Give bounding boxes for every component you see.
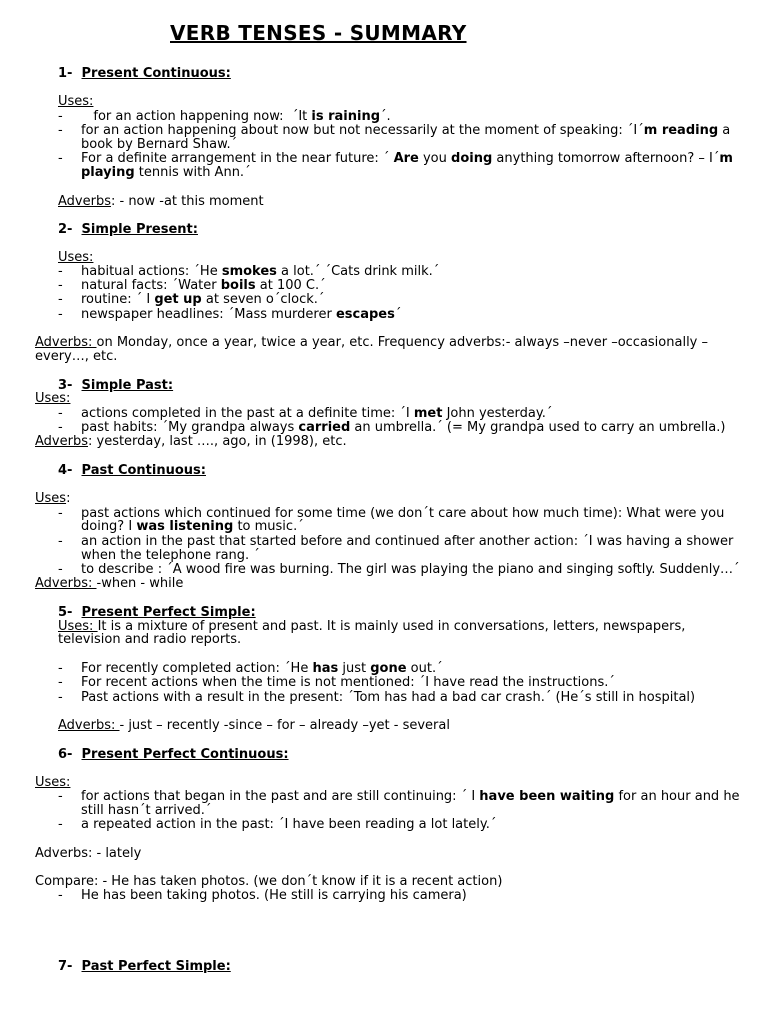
bullet-dash: - bbox=[58, 420, 63, 435]
page-title: VERB TENSES - SUMMARY bbox=[170, 21, 467, 45]
uses-label: Uses: bbox=[35, 391, 71, 406]
list-item-continuation: playing tennis with Ann.´ bbox=[81, 165, 251, 180]
bullet-dash: - bbox=[58, 506, 63, 521]
section-heading-present-continuous bbox=[58, 67, 231, 81]
adverbs-line: Adverbs: - lately bbox=[35, 846, 142, 861]
section-heading-simple-present bbox=[58, 223, 198, 237]
compare-item: He has been taking photos. (He still is carrying his camera) bbox=[81, 888, 467, 903]
bullet-dash: - bbox=[58, 278, 63, 293]
uses-label: Uses: bbox=[35, 775, 71, 790]
list-item-continuation: doing? I was listening to music.´ bbox=[81, 519, 304, 534]
list-item: past actions which continued for some time (we don´t care about how much time): What were you bbox=[81, 506, 725, 521]
bullet-dash: - bbox=[58, 817, 63, 832]
bullet-dash: - bbox=[58, 690, 63, 705]
compare-line: Compare: - He has taken photos. (we don´t know if it is a recent action) bbox=[35, 874, 503, 889]
section-label: Simple Past: bbox=[81, 378, 174, 393]
section-number: 2- bbox=[58, 222, 73, 237]
section-number: 1- bbox=[58, 66, 73, 81]
list-item: Past actions with a result in the present: ´Tom has had a bad car crash.´ (He´s still in hospital) bbox=[81, 690, 696, 705]
bullet-dash: - bbox=[58, 675, 63, 690]
list-item: actions completed in the past at a definite time: ´I met John yesterday.´ bbox=[81, 406, 553, 421]
bullet-dash: - bbox=[58, 151, 63, 166]
bullet-dash: - bbox=[58, 292, 63, 307]
section-label: Present Perfect Simple: bbox=[81, 605, 256, 620]
uses-line: Uses: It is a mixture of present and past. It is mainly used in conversations, letters, newspapers, bbox=[58, 619, 686, 634]
section-number: 7- bbox=[58, 959, 73, 974]
list-item: For recently completed action: ´He has just gone out.´ bbox=[81, 661, 443, 676]
section-label: Past Continuous: bbox=[81, 463, 206, 478]
list-item: for an action happening about now but not necessarily at the moment of speaking: ´I´m reading a bbox=[81, 123, 731, 138]
bullet-dash: - bbox=[58, 264, 63, 279]
section-heading-present-perfect-continuous bbox=[58, 748, 289, 762]
section-number: 4- bbox=[58, 463, 73, 478]
list-item: for actions that began in the past and are still continuing: ´ I have been waiting for an hour and he bbox=[81, 789, 740, 804]
list-item: an action in the past that started before and continued after another action: ´I was having a shower bbox=[81, 534, 734, 549]
bullet-dash: - bbox=[58, 406, 63, 421]
uses-line-continuation: television and radio reports. bbox=[58, 632, 242, 647]
bullet-dash: - bbox=[58, 562, 63, 577]
list-item: For recent actions when the time is not mentioned: ´I have read the instructions.´ bbox=[81, 675, 615, 690]
list-item: newspaper headlines: ´Mass murderer escapes´ bbox=[81, 307, 402, 322]
list-item: to describe : ´A wood fire was burning. The girl was playing the piano and singing softly. Suddenly…´ bbox=[81, 562, 740, 577]
bullet-dash: - bbox=[58, 789, 63, 804]
section-number: 5- bbox=[58, 605, 73, 620]
bullet-dash: - bbox=[58, 109, 63, 124]
list-item-continuation: book by Bernard Shaw.´ bbox=[81, 137, 238, 152]
list-item: routine: ´ I get up at seven o´clock.´ bbox=[81, 292, 325, 307]
adverbs-line: Adverbs: on Monday, once a year, twice a year, etc. Frequency adverbs:- always –never –occasionally – bbox=[35, 335, 709, 350]
list-item: natural facts: ´Water boils at 100 C.´ bbox=[81, 278, 326, 293]
section-heading-simple-past bbox=[58, 379, 173, 393]
bullet-dash: - bbox=[58, 888, 63, 903]
list-item-continuation: still hasn´t arrived.´ bbox=[81, 803, 212, 818]
section-heading-present-perfect-simple bbox=[58, 606, 256, 620]
list-item: for an action happening now: ´It is raining´. bbox=[81, 109, 391, 124]
adverbs-line-continuation: every…, etc. bbox=[35, 349, 118, 364]
list-item: past habits: ´My grandpa always carried an umbrella.´ (= My grandpa used to carry an umbrella.) bbox=[81, 420, 726, 435]
section-label: Simple Present: bbox=[81, 222, 198, 237]
section-heading-past-continuous bbox=[58, 464, 206, 478]
uses-label: Uses: bbox=[35, 491, 71, 506]
adverbs-line: Adverbs: - now -at this moment bbox=[58, 194, 264, 209]
uses-label: Uses: bbox=[58, 250, 94, 265]
adverbs-line: Adverbs: -when - while bbox=[35, 576, 184, 591]
list-item: habitual actions: ´He smokes a lot.´ ´Cats drink milk.´ bbox=[81, 264, 440, 279]
bullet-dash: - bbox=[58, 307, 63, 322]
section-label: Present Perfect Continuous: bbox=[81, 747, 289, 762]
bullet-dash: - bbox=[58, 661, 63, 676]
section-label: Past Perfect Simple: bbox=[81, 959, 231, 974]
list-item: a repeated action in the past: ´I have been reading a lot lately.´ bbox=[81, 817, 497, 832]
section-number: 3- bbox=[58, 378, 73, 393]
uses-label: Uses: bbox=[58, 94, 94, 109]
adverbs-line: Adverbs: yesterday, last …., ago, in (1998), etc. bbox=[35, 434, 347, 449]
adverbs-line: Adverbs: - just – recently -since – for – already –yet - several bbox=[58, 718, 450, 733]
list-item: For a definite arrangement in the near future: ´ Are you doing anything tomorrow afternoon? – I´m bbox=[81, 151, 733, 166]
section-number: 6- bbox=[58, 747, 73, 762]
list-item-continuation: when the telephone rang. ´ bbox=[81, 548, 260, 563]
bullet-dash: - bbox=[58, 123, 63, 138]
section-heading-past-perfect-simple bbox=[58, 960, 231, 974]
section-label: Present Continuous: bbox=[81, 66, 231, 81]
bullet-dash: - bbox=[58, 534, 63, 549]
